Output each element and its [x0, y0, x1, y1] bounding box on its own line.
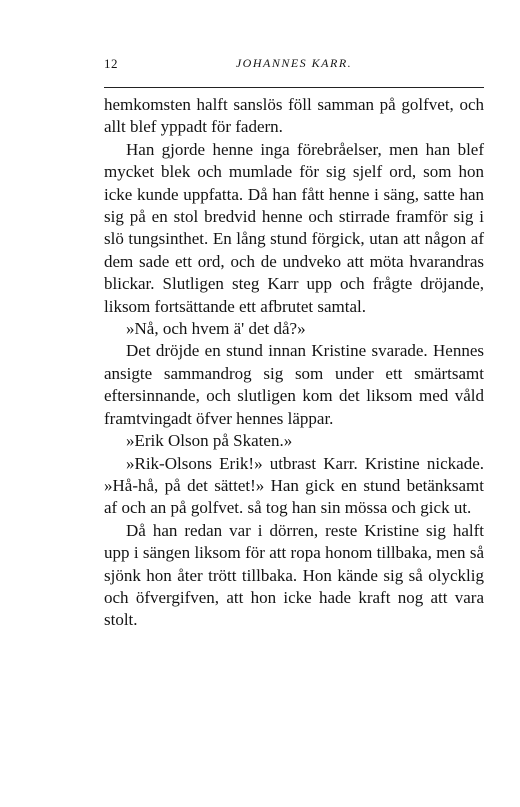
paragraph: »Nå, och hvem ä' det då?»: [126, 319, 306, 339]
page-header: [104, 56, 484, 76]
paragraph: Han gjorde henne inga förebråelser, men han blef mycket blek och mumlade för sig sjelf ord, som hon icke kunde uppfatta. Då han fått henne i säng, satte han sig på en stol bredvid henne och stirrade framför sig i slö tungsinthet. En lång stund förgick, utan att någon af dem sade ett ord, och de undveko att möta hvarandras blickar. Slutligen steg Karr upp och frågte dröjande, liksom fortsättande ett afbrutet samtal.: [104, 139, 484, 316]
running-head: JOHANNES KARR.: [235, 56, 353, 70]
paragraph: »Rik-Olsons Erik!» utbrast Karr. Kristine nickade. »Hå-hå, på det sättet!» Han gick en stund betänksamt af och an på golfvet. så tog han sin mössa och gick ut.: [104, 453, 484, 518]
paragraph: Det dröjde en stund innan Kristine svarade. Hennes ansigte sammandrog sig som under ett smärtsamt eftersinnande, och slutligen kom det liksom med våld framtvingadt öfver hennes läppar.: [104, 341, 484, 428]
paragraph: »Erik Olson på Skaten.»: [126, 431, 293, 451]
paragraph: Då han redan var i dörren, reste Kristine sig halft upp i sängen liksom för att ropa honom tillbaka, men så sjönk hon åter trött tillbaka. Hon kände sig så olycklig och öfvergifven, att hon icke hade kraft nog att vara stolt.: [104, 520, 484, 630]
page-number: 12: [104, 56, 118, 71]
paragraph: hemkomsten halft sanslös föll samman på golfvet, och allt blef yppadt för fadern.: [104, 95, 484, 137]
body-text: [104, 94, 484, 632]
header-divider: [104, 87, 484, 88]
